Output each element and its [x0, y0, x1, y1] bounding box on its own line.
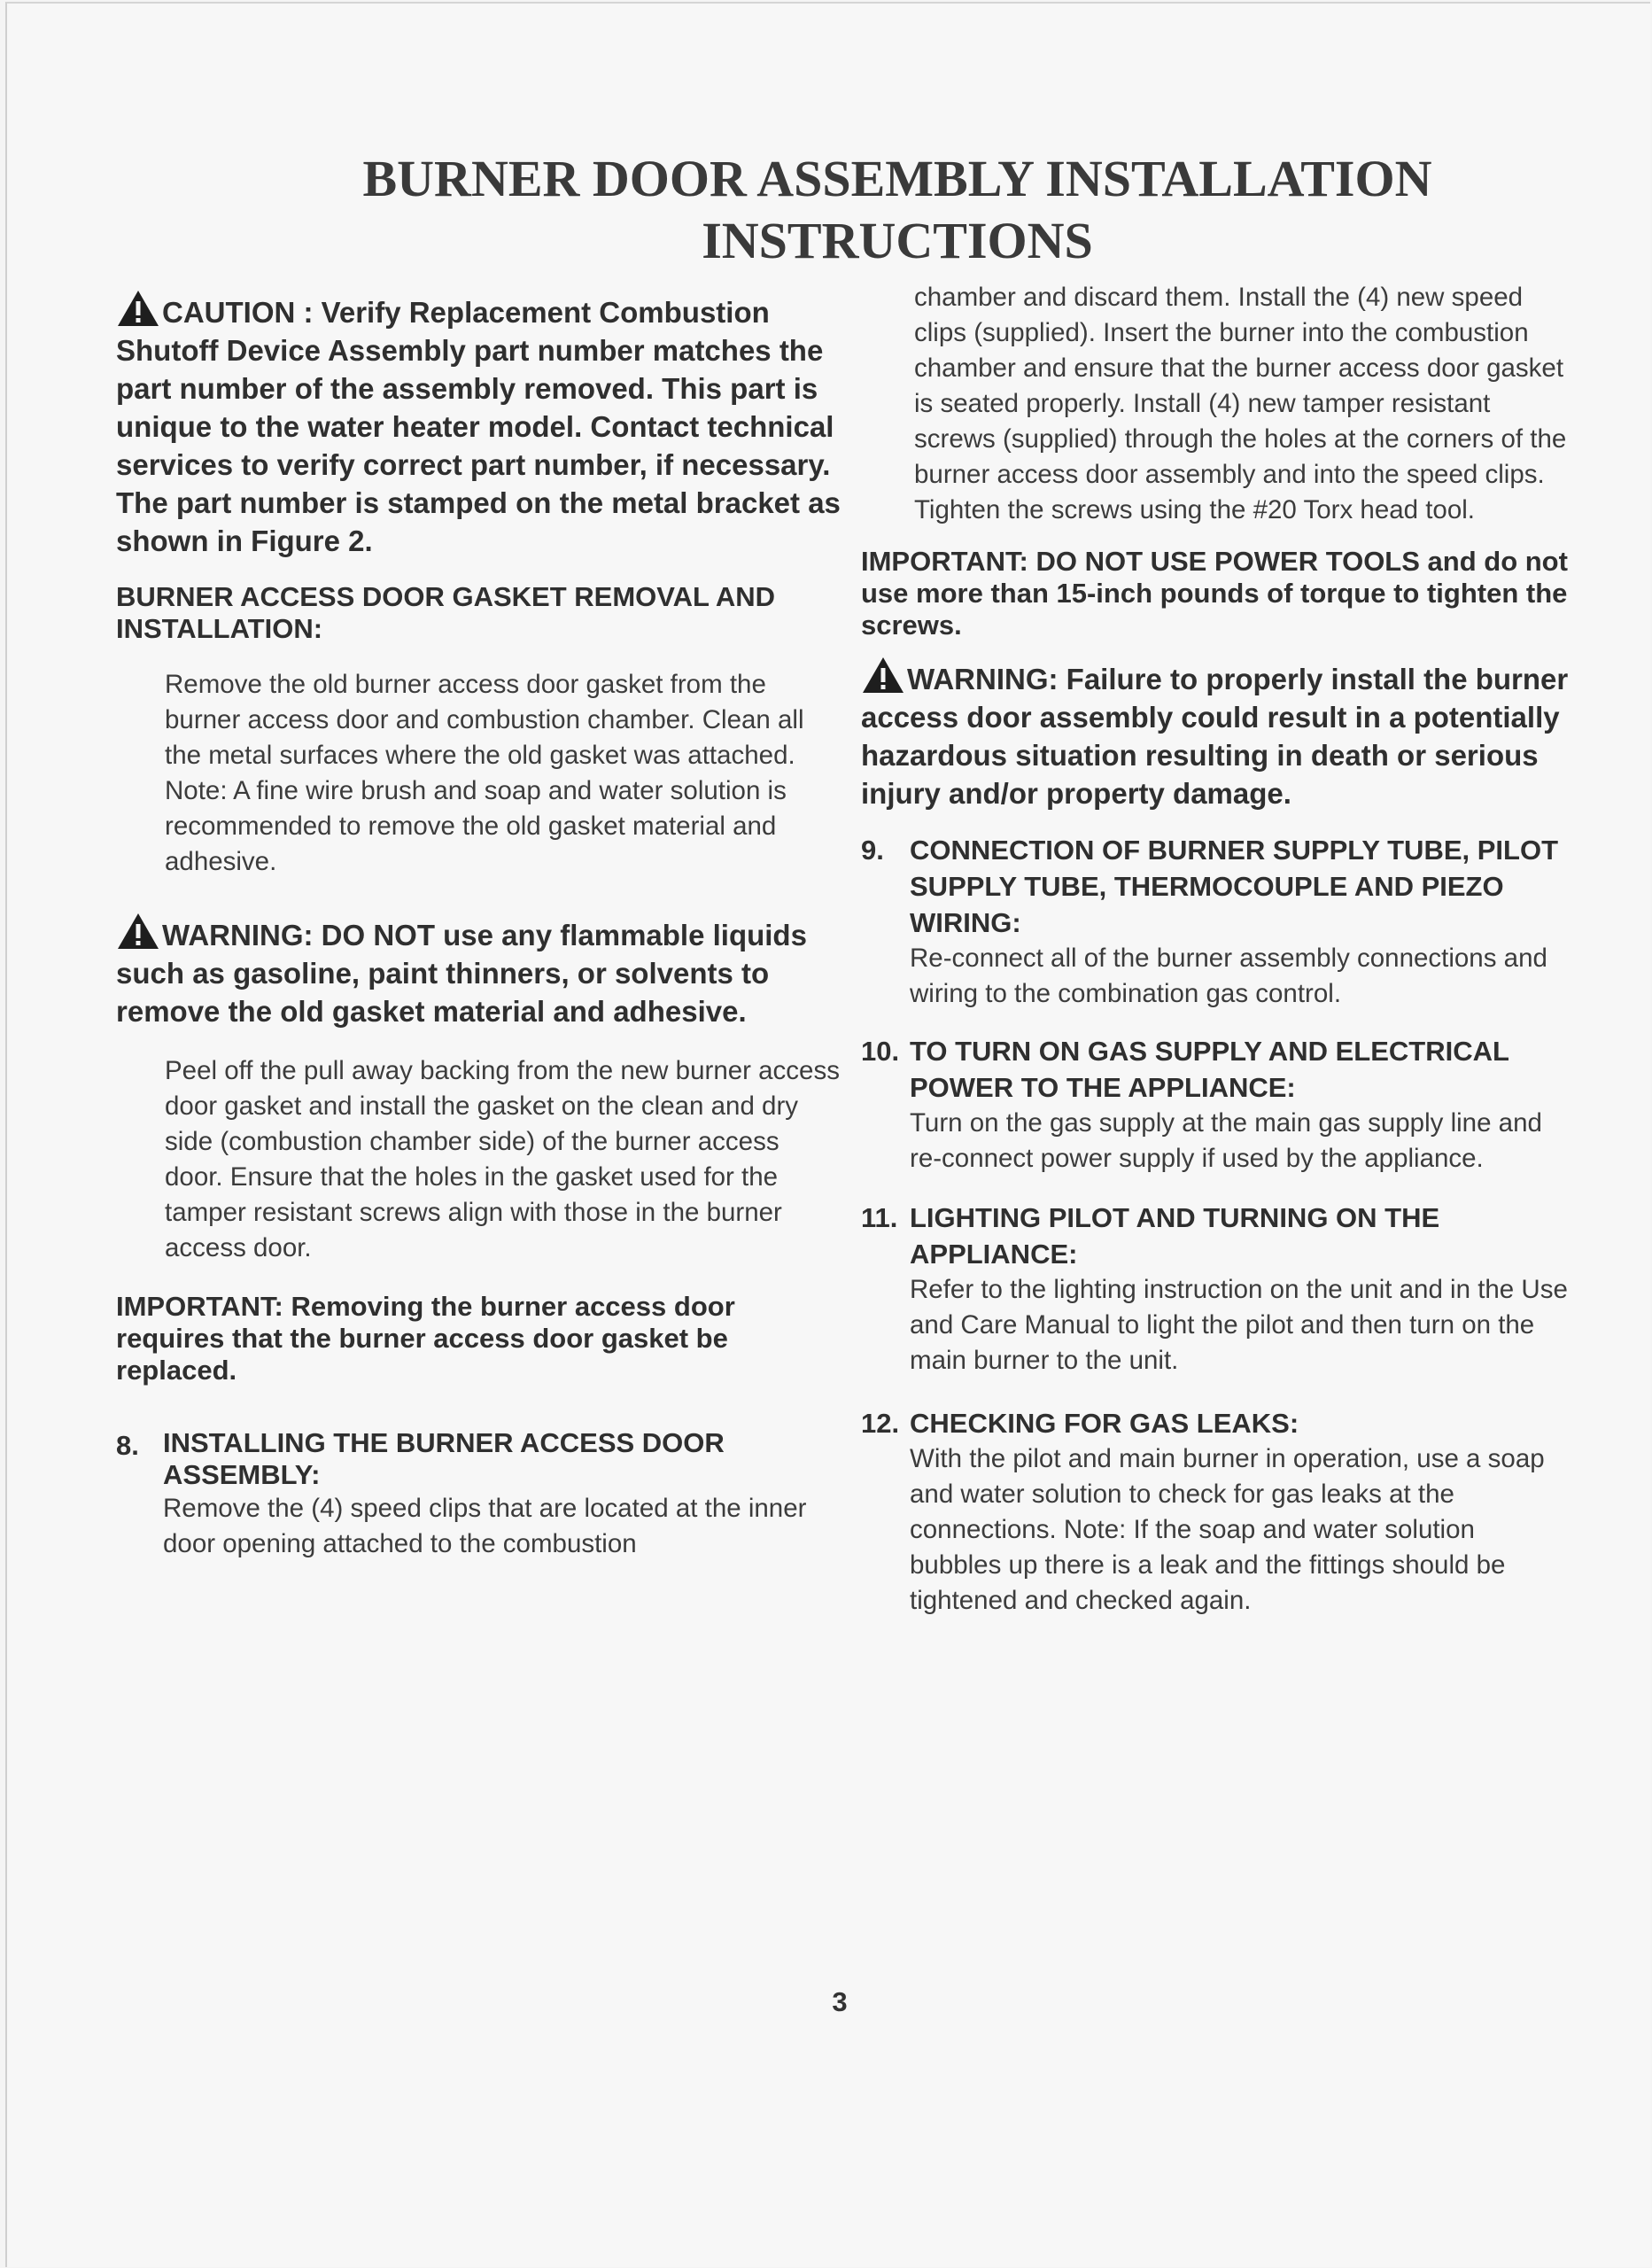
warning-triangle-icon — [116, 289, 160, 328]
caution-text: Verify Replacement Combustion Shutoff Device Assembly part number matches the part number of the assembly removed. This part is unique to the water heater model. Contact technical services to verify correct part number, if necessary. The part number is stamped on the metal bracket as shown in Figure 2. — [116, 296, 841, 557]
step-heading: CHECKING FOR GAS LEAKS: — [910, 1408, 1299, 1439]
document-page — [5, 2, 1650, 2267]
step-number: 12. — [861, 1408, 900, 1439]
important-power-tools-note: IMPORTANT: DO NOT USE POWER TOOLS and do not use more than 15-inch pounds of torque to tighten the screws. — [861, 546, 1568, 641]
warning-notice-solvents — [116, 912, 842, 1030]
page-title — [122, 148, 1652, 272]
left-column — [116, 289, 842, 1562]
step-heading: TO TURN ON GAS SUPPLY AND ELECTRICAL POWER TO THE APPLIANCE: — [910, 1036, 1509, 1103]
step-number: 10. — [861, 1036, 900, 1067]
step-10 — [861, 1033, 1570, 1177]
step-text: Turn on the gas supply at the main gas supply line and re-connect power supply if used by the appliance. — [910, 1108, 1542, 1173]
step-9 — [861, 832, 1570, 1012]
step-heading: INSTALLING THE BURNER ACCESS DOOR ASSEMBLY: — [163, 1427, 725, 1490]
step-number: 9. — [861, 835, 884, 866]
warning-triangle-icon — [861, 656, 905, 695]
step-8-continued-text: chamber and discard them. Install the (4) new speed clips (supplied). Insert the burner into the combustion chamber and ensure that the burner access door gasket is seated properly. Install (4) new tamper resistant screws (supplied) through the holes at the corners of the burner access door assembly and into the speed clips. Tighten the screws using the #20 Torx head tool. — [914, 283, 1567, 524]
step-text: Remove the (4) speed clips that are located at the inner door opening attached to the combustion — [163, 1494, 807, 1558]
important-gasket-note: IMPORTANT: Removing the burner access door requires that the burner access door gasket be replaced. — [116, 1291, 735, 1386]
step-number: 8. — [116, 1430, 139, 1461]
warning-text: DO NOT use any flammable liquids such as gasoline, paint thinners, or solvents to remove the old gasket material and adhesive. — [116, 919, 807, 1028]
gasket-section-heading: BURNER ACCESS DOOR GASKET REMOVAL AND INSTALLATION: — [116, 581, 776, 644]
warning-label: WARNING: — [162, 919, 314, 951]
step-text: Re-connect all of the burner assembly connections and wiring to the combination gas control. — [910, 944, 1547, 1008]
step-heading: LIGHTING PILOT AND TURNING ON THE APPLIANCE: — [910, 1202, 1440, 1270]
warning-text: Failure to properly install the burner access door assembly could result in a potentially hazardous situation resulting in death or serious injury and/or property damage. — [861, 663, 1569, 810]
step-8 — [116, 1427, 842, 1562]
page-number: 3 — [832, 1986, 848, 2017]
step-text: With the pilot and main burner in operation, use a soap and water solution to check for gas leaks at the connections. Note: If the soap and water solution bubbles up there is a leak and the fittings should be tightened and checked again. — [910, 1444, 1545, 1615]
warning-triangle-icon — [116, 912, 160, 951]
gasket-removal-text: Remove the old burner access door gasket from the burner access door and combustion chamber. Clean all the metal surfaces where the old gasket was attached. Note: A fine wire brush and soap and water solution is recommended to remove the old gasket material and adhesive. — [165, 670, 804, 876]
step-11 — [861, 1200, 1570, 1379]
step-number: 11. — [861, 1202, 898, 1233]
title-line-2: INSTRUCTIONS — [702, 212, 1093, 269]
warning-notice-install — [861, 656, 1570, 812]
gasket-install-text: Peel off the pull away backing from the new burner access door gasket and install the gasket on the clean and dry side (combustion chamber side) of the burner access door. Ensure that the holes in the gasket used for the tamper resistant screws align with those in the burner access door. — [165, 1056, 840, 1262]
right-column — [861, 280, 1570, 1619]
caution-label: CAUTION : — [162, 296, 314, 329]
caution-notice — [116, 289, 842, 560]
step-12 — [861, 1405, 1570, 1619]
warning-label: WARNING: — [907, 663, 1059, 695]
step-heading: CONNECTION OF BURNER SUPPLY TUBE, PILOT SUPPLY TUBE, THERMOCOUPLE AND PIEZO WIRING: — [910, 835, 1559, 938]
step-text: Refer to the lighting instruction on the unit and in the Use and Care Manual to light the pilot and then turn on the main burner to the unit. — [910, 1275, 1568, 1375]
title-line-1: BURNER DOOR ASSEMBLY INSTALLATION — [362, 150, 1432, 207]
